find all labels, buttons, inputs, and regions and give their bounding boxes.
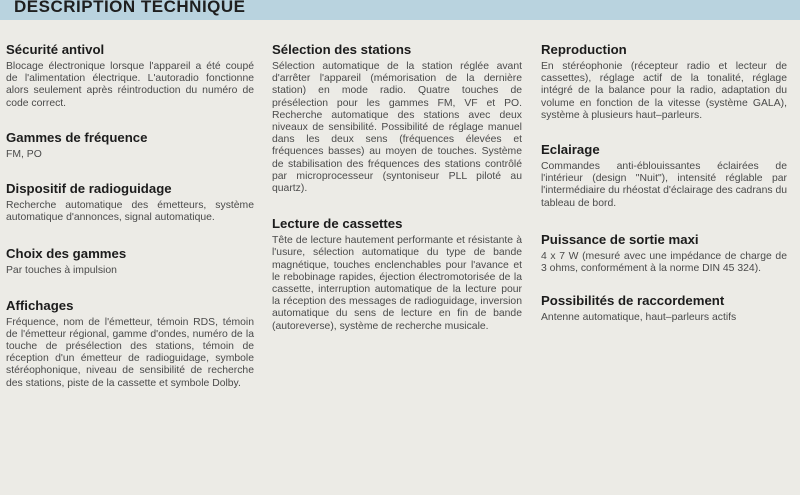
section-title: Gammes de fréquence [6, 129, 148, 145]
section-title: Affichages [6, 297, 74, 313]
section-body: Commandes anti-éblouissantes éclairées de l'intérieur (design "Nuit"), intensité réglable par l'intermédiaire du rhéostat d'éclairage des cadrans du tableau de bord. [541, 161, 787, 209]
section-body: Tête de lecture hautement performante et résistante à l'usure, sélection automatique du type de bande magnétique, touches enclenchables pour l'avance et le rebobinage rapides, éjection électromotorisée de la cassette, interruption automatique de la lecture pour la réception des messages de radioguidage, inversion automatique du sens de lecture en fin de bande (autoreverse), système de recherche musicale. [272, 235, 522, 332]
section-title: Puissance de sortie maxi [541, 231, 699, 247]
section-body: En stéréophonie (récepteur radio et lecteur de cassettes), réglage actif de la tonalité, réglage intégré de la balance pour la radio, adaptation du volume en fonction de la vitesse (système GALA), système à plusieurs haut–parleurs. [541, 61, 787, 121]
section-title: Eclairage [541, 142, 600, 158]
section-lecture-de-cassettes [272, 216, 522, 333]
section-choix-des-gammes [6, 246, 254, 277]
section-title: Possibilités de raccordement [541, 293, 725, 309]
section-puissance-de-sortie [541, 232, 787, 275]
section-body: 4 x 7 W (mesuré avec une impédance de charge de 3 ohms, conformément à la norme DIN 45 324). [541, 250, 787, 275]
section-body: FM, PO [6, 148, 42, 160]
section-title: Sélection des stations [272, 42, 412, 57]
section-selection-des-stations [272, 42, 522, 195]
section-body: Antenne automatique, haut–parleurs actifs [541, 312, 737, 324]
section-title: Sécurité antivol [6, 42, 105, 57]
column-left [6, 42, 254, 409]
section-possibilites-de-raccordement [541, 293, 787, 324]
page-title: DESCRIPTION TECHNIQUE [14, 0, 246, 16]
section-gammes-de-frequence [6, 130, 254, 161]
section-affichages [6, 298, 254, 390]
section-body: Recherche automatique des émetteurs, système automatique d'annonces, signal automatique. [6, 200, 254, 224]
column-middle [272, 42, 522, 352]
section-eclairage [541, 142, 787, 210]
section-title: Choix des gammes [6, 246, 127, 262]
section-body: Blocage électronique lorsque l'appareil a été coupé de l'alimentation électrique. L'autoradio fonctionne alors seulement après réintroduction du numéro de code correct. [6, 61, 254, 109]
section-reproduction [541, 42, 787, 122]
section-securite-antivol [6, 42, 254, 110]
section-body: Par touches à impulsion [6, 265, 117, 277]
section-title: Dispositif de radioguidage [6, 181, 172, 197]
section-dispositif-radioguidage [6, 181, 254, 224]
section-title: Reproduction [541, 42, 627, 57]
header-band [0, 0, 800, 20]
section-body: Sélection automatique de la station réglée avant d'arrêter l'appareil (mémorisation de la dernière station) en mode radio. Quatre touches de présélection pour les gammes FM, VF et PO. Recherche automatique des stations avec deux niveaux de sensibilité. Possibilité de réglage manuel dans les deux sens (fréquences élevées et fréquences basses) au moyen de touches. Système de stabilisation des fréquences des stations contrôlé par microprocesseur (syntoniseur PLL piloté au quartz). [272, 61, 522, 195]
column-right [541, 42, 787, 343]
section-title: Lecture de cassettes [272, 216, 403, 232]
section-body: Fréquence, nom de l'émetteur, témoin RDS, témoin de l'émetteur régional, gamme d'ondes, numéro de la touche de présélection des stations, témoin de réception d'un émetteur de radioguidage, symbole stéréophonique, niveau de sensibilité de recherche des stations, piste de la cassette et symbole Dolby. [6, 316, 254, 389]
